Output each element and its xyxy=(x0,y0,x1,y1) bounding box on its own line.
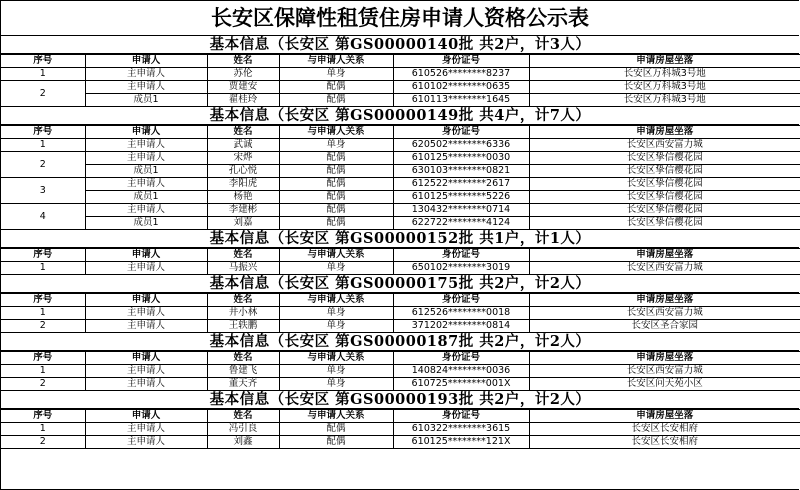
name-cell: 宋烨 xyxy=(207,152,279,165)
location-cell: 长安区万科城3号地 xyxy=(529,94,800,107)
batch-section xyxy=(1,36,799,107)
location-cell: 长安区挚信樱花园 xyxy=(529,178,800,191)
location-cell: 长安区挚信樱花园 xyxy=(529,152,800,165)
table-row xyxy=(1,94,800,107)
applicant-role-cell: 主申请人 xyxy=(85,378,207,391)
location-cell: 长安区挚信樱花园 xyxy=(529,204,800,217)
id-number-cell: 610113********1645 xyxy=(393,94,529,107)
seq-cell: 2 xyxy=(1,436,85,449)
name-cell: 李建彬 xyxy=(207,204,279,217)
applicant-role-cell: 主申请人 xyxy=(85,139,207,152)
applicant-role-cell: 主申请人 xyxy=(85,262,207,275)
table-row xyxy=(1,217,800,230)
column-header-relation: 与申请人关系 xyxy=(279,294,393,307)
column-header-applicant: 申请人 xyxy=(85,294,207,307)
location-cell: 长安区西安富力城 xyxy=(529,365,800,378)
column-header-name: 姓名 xyxy=(207,352,279,365)
table-row xyxy=(1,178,800,191)
column-header-relation: 与申请人关系 xyxy=(279,126,393,139)
relation-cell: 单身 xyxy=(279,365,393,378)
table-header-row xyxy=(1,410,800,423)
id-number-cell: 610725********001X xyxy=(393,378,529,391)
table-row xyxy=(1,152,800,165)
relation-cell: 单身 xyxy=(279,378,393,391)
seq-cell: 3 xyxy=(1,178,85,204)
column-header-location: 申请房屋坐落 xyxy=(529,352,800,365)
relation-cell: 配偶 xyxy=(279,217,393,230)
name-cell: 苏伦 xyxy=(207,68,279,81)
applicant-role-cell: 主申请人 xyxy=(85,81,207,94)
seq-cell: 1 xyxy=(1,262,85,275)
column-header-location: 申请房屋坐落 xyxy=(529,55,800,68)
column-header-name: 姓名 xyxy=(207,55,279,68)
section-title: 基本信息（长安区 第GS00000140批 共2户，计3人） xyxy=(1,36,799,54)
relation-cell: 单身 xyxy=(279,262,393,275)
table-header-row xyxy=(1,352,800,365)
name-cell: 杨艳 xyxy=(207,191,279,204)
location-cell: 长安区长安相府 xyxy=(529,436,800,449)
relation-cell: 配偶 xyxy=(279,436,393,449)
section-title: 基本信息（长安区 第GS00000175批 共2户，计2人） xyxy=(1,275,799,293)
column-header-seq: 序号 xyxy=(1,294,85,307)
location-cell: 长安区西安富力城 xyxy=(529,262,800,275)
name-cell: 李阳虎 xyxy=(207,178,279,191)
seq-cell: 1 xyxy=(1,423,85,436)
id-number-cell: 610102********0635 xyxy=(393,81,529,94)
column-header-seq: 序号 xyxy=(1,55,85,68)
column-header-seq: 序号 xyxy=(1,410,85,423)
column-header-relation: 与申请人关系 xyxy=(279,249,393,262)
location-cell: 长安区西安富力城 xyxy=(529,307,800,320)
seq-cell: 1 xyxy=(1,307,85,320)
column-header-location: 申请房屋坐落 xyxy=(529,294,800,307)
applicant-table xyxy=(1,125,800,230)
column-header-seq: 序号 xyxy=(1,352,85,365)
applicant-role-cell: 成员1 xyxy=(85,165,207,178)
applicant-role-cell: 主申请人 xyxy=(85,436,207,449)
location-cell: 长安区长安相府 xyxy=(529,423,800,436)
batch-section xyxy=(1,275,799,333)
location-cell: 长安区挚信樱花园 xyxy=(529,165,800,178)
column-header-id: 身份证号 xyxy=(393,294,529,307)
name-cell: 董天齐 xyxy=(207,378,279,391)
id-number-cell: 622722********4124 xyxy=(393,217,529,230)
id-number-cell: 612526********0018 xyxy=(393,307,529,320)
column-header-name: 姓名 xyxy=(207,294,279,307)
batch-section xyxy=(1,230,799,275)
section-title: 基本信息（长安区 第GS00000152批 共1户，计1人） xyxy=(1,230,799,248)
batch-section xyxy=(1,391,799,449)
name-cell: 刘嘉 xyxy=(207,217,279,230)
location-cell: 长安区问天苑小区 xyxy=(529,378,800,391)
table-row xyxy=(1,378,800,391)
location-cell: 长安区万科城3号地 xyxy=(529,68,800,81)
seq-cell: 2 xyxy=(1,152,85,178)
table-row xyxy=(1,81,800,94)
table-header-row xyxy=(1,294,800,307)
table-row xyxy=(1,365,800,378)
relation-cell: 单身 xyxy=(279,320,393,333)
applicant-role-cell: 成员1 xyxy=(85,94,207,107)
section-title: 基本信息（长安区 第GS00000193批 共2户，计2人） xyxy=(1,391,799,409)
column-header-name: 姓名 xyxy=(207,249,279,262)
column-header-relation: 与申请人关系 xyxy=(279,410,393,423)
name-cell: 武诚 xyxy=(207,139,279,152)
relation-cell: 单身 xyxy=(279,68,393,81)
name-cell: 孔心悦 xyxy=(207,165,279,178)
applicant-role-cell: 主申请人 xyxy=(85,320,207,333)
id-number-cell: 610125********0030 xyxy=(393,152,529,165)
column-header-id: 身份证号 xyxy=(393,249,529,262)
sections-container xyxy=(1,36,799,449)
table-row xyxy=(1,423,800,436)
location-cell: 长安区圣合家园 xyxy=(529,320,800,333)
table-row xyxy=(1,191,800,204)
seq-cell: 1 xyxy=(1,365,85,378)
name-cell: 贾建安 xyxy=(207,81,279,94)
relation-cell: 配偶 xyxy=(279,81,393,94)
applicant-role-cell: 主申请人 xyxy=(85,307,207,320)
table-header-row xyxy=(1,249,800,262)
id-number-cell: 140824********0036 xyxy=(393,365,529,378)
id-number-cell: 620502********6336 xyxy=(393,139,529,152)
column-header-id: 身份证号 xyxy=(393,126,529,139)
id-number-cell: 610526********8237 xyxy=(393,68,529,81)
seq-cell: 4 xyxy=(1,204,85,230)
column-header-applicant: 申请人 xyxy=(85,55,207,68)
relation-cell: 配偶 xyxy=(279,94,393,107)
column-header-location: 申请房屋坐落 xyxy=(529,249,800,262)
batch-section xyxy=(1,107,799,230)
name-cell: 刘鑫 xyxy=(207,436,279,449)
name-cell: 翟桂玲 xyxy=(207,94,279,107)
name-cell: 鲁建飞 xyxy=(207,365,279,378)
seq-cell: 2 xyxy=(1,378,85,391)
column-header-seq: 序号 xyxy=(1,249,85,262)
table-header-row xyxy=(1,126,800,139)
column-header-name: 姓名 xyxy=(207,410,279,423)
name-cell: 马振兴 xyxy=(207,262,279,275)
name-cell: 井小林 xyxy=(207,307,279,320)
id-number-cell: 630103********0821 xyxy=(393,165,529,178)
column-header-id: 身份证号 xyxy=(393,55,529,68)
relation-cell: 单身 xyxy=(279,307,393,320)
id-number-cell: 610322********3615 xyxy=(393,423,529,436)
table-row xyxy=(1,165,800,178)
applicant-table xyxy=(1,248,800,275)
seq-cell: 1 xyxy=(1,139,85,152)
column-header-applicant: 申请人 xyxy=(85,352,207,365)
table-row xyxy=(1,139,800,152)
relation-cell: 配偶 xyxy=(279,178,393,191)
seq-cell: 2 xyxy=(1,320,85,333)
section-title: 基本信息（长安区 第GS00000149批 共4户，计7人） xyxy=(1,107,799,125)
column-header-applicant: 申请人 xyxy=(85,126,207,139)
relation-cell: 单身 xyxy=(279,139,393,152)
applicant-table xyxy=(1,293,800,333)
applicant-role-cell: 主申请人 xyxy=(85,365,207,378)
location-cell: 长安区挚信樱花园 xyxy=(529,217,800,230)
applicant-role-cell: 成员1 xyxy=(85,191,207,204)
id-number-cell: 371202********0814 xyxy=(393,320,529,333)
applicant-role-cell: 主申请人 xyxy=(85,423,207,436)
page-title: 长安区保障性租赁住房申请人资格公示表 xyxy=(1,1,799,36)
location-cell: 长安区西安富力城 xyxy=(529,139,800,152)
table-header-row xyxy=(1,55,800,68)
column-header-location: 申请房屋坐落 xyxy=(529,410,800,423)
applicant-role-cell: 主申请人 xyxy=(85,152,207,165)
seq-cell: 1 xyxy=(1,68,85,81)
table-row xyxy=(1,204,800,217)
relation-cell: 配偶 xyxy=(279,423,393,436)
column-header-id: 身份证号 xyxy=(393,410,529,423)
applicant-role-cell: 主申请人 xyxy=(85,204,207,217)
table-row xyxy=(1,320,800,333)
id-number-cell: 650102********3019 xyxy=(393,262,529,275)
column-header-applicant: 申请人 xyxy=(85,249,207,262)
applicant-role-cell: 主申请人 xyxy=(85,68,207,81)
relation-cell: 配偶 xyxy=(279,204,393,217)
column-header-relation: 与申请人关系 xyxy=(279,352,393,365)
column-header-id: 身份证号 xyxy=(393,352,529,365)
relation-cell: 配偶 xyxy=(279,191,393,204)
column-header-relation: 与申请人关系 xyxy=(279,55,393,68)
table-row xyxy=(1,68,800,81)
id-number-cell: 130432********0714 xyxy=(393,204,529,217)
column-header-location: 申请房屋坐落 xyxy=(529,126,800,139)
id-number-cell: 612522********2617 xyxy=(393,178,529,191)
column-header-seq: 序号 xyxy=(1,126,85,139)
id-number-cell: 610125********5226 xyxy=(393,191,529,204)
relation-cell: 配偶 xyxy=(279,165,393,178)
name-cell: 冯引良 xyxy=(207,423,279,436)
column-header-applicant: 申请人 xyxy=(85,410,207,423)
applicant-role-cell: 主申请人 xyxy=(85,178,207,191)
seq-cell: 2 xyxy=(1,81,85,107)
table-row xyxy=(1,436,800,449)
relation-cell: 配偶 xyxy=(279,152,393,165)
applicant-role-cell: 成员1 xyxy=(85,217,207,230)
location-cell: 长安区万科城3号地 xyxy=(529,81,800,94)
applicant-table xyxy=(1,54,800,107)
table-row xyxy=(1,262,800,275)
table-row xyxy=(1,307,800,320)
applicant-table xyxy=(1,351,800,391)
id-number-cell: 610125********121X xyxy=(393,436,529,449)
name-cell: 王轶鹏 xyxy=(207,320,279,333)
location-cell: 长安区挚信樱花园 xyxy=(529,191,800,204)
section-title: 基本信息（长安区 第GS00000187批 共2户，计2人） xyxy=(1,333,799,351)
batch-section xyxy=(1,333,799,391)
applicant-table xyxy=(1,409,800,449)
column-header-name: 姓名 xyxy=(207,126,279,139)
